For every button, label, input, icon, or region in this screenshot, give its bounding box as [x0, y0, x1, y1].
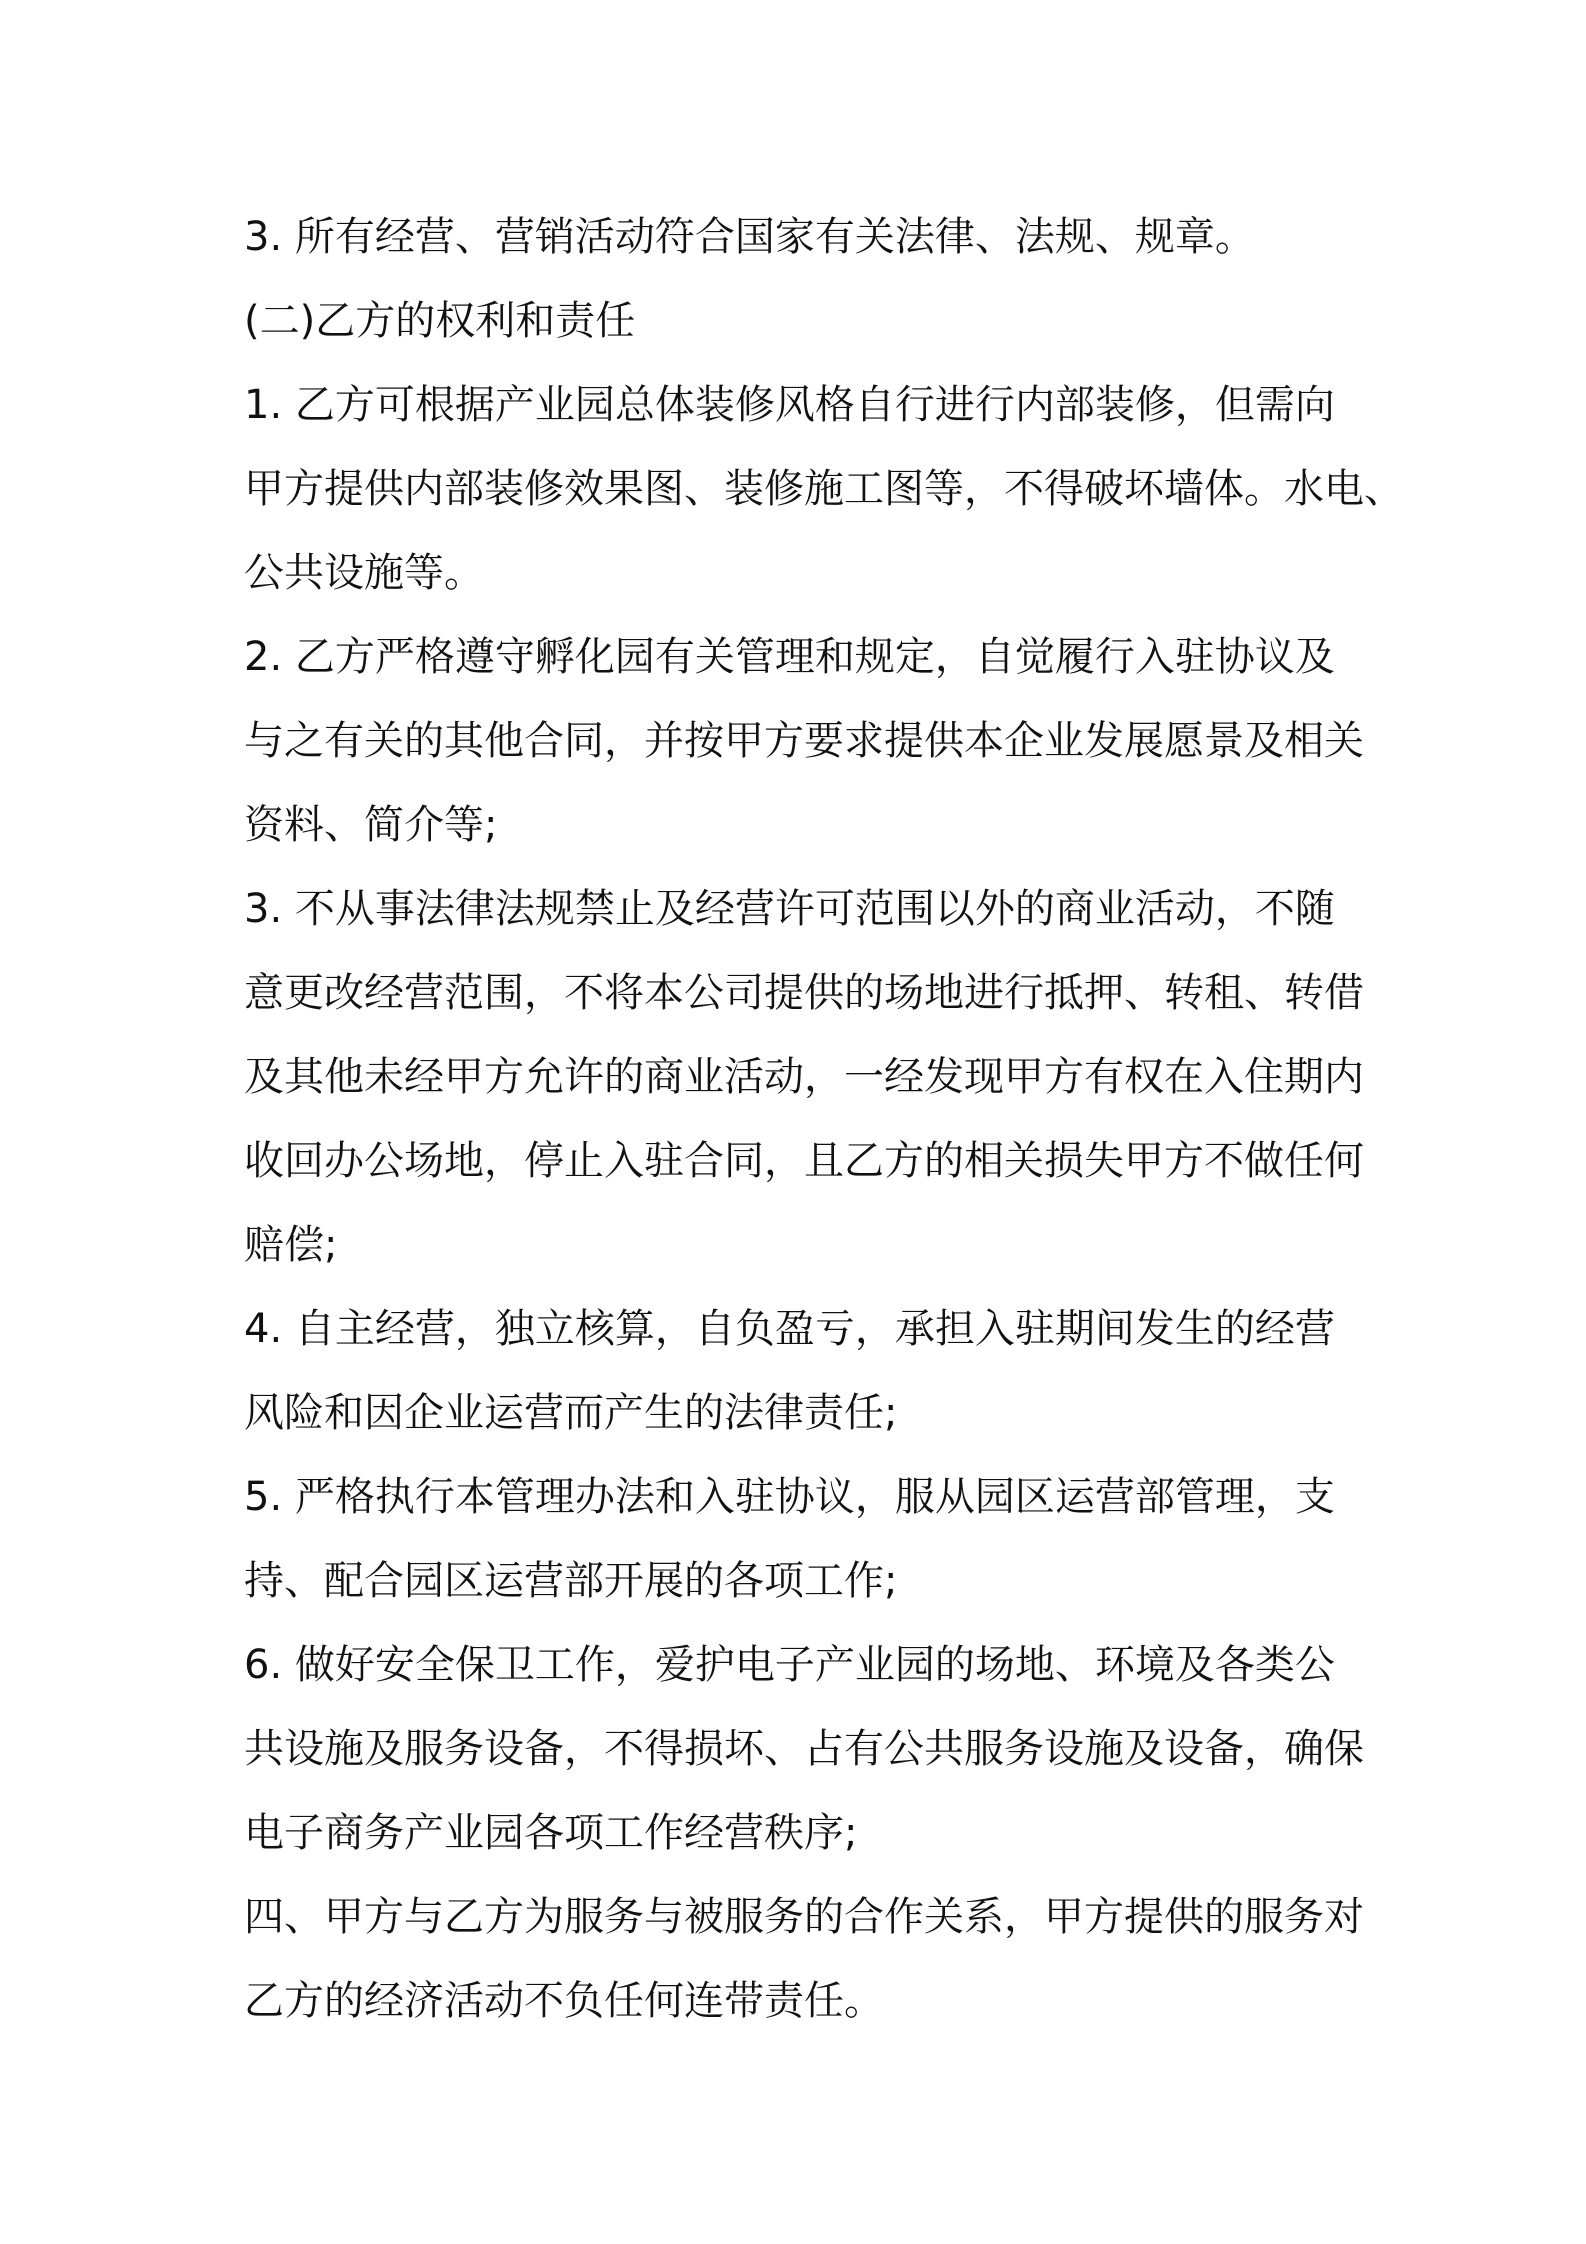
text-line: 3. 所有经营、营销活动符合国家有关法律、法规、规章。 — [244, 214, 1255, 260]
paragraph-item-6-safety — [244, 1623, 1364, 1875]
text-line: 4. 自主经营，独立核算，自负盈亏，承担入驻期间发生的经营 — [244, 1306, 1335, 1352]
text-line: 及其他未经甲方允许的商业活动，一经发现甲方有权在入住期内 — [244, 1054, 1364, 1100]
text-line: 3. 不从事法律法规禁止及经营许可范围以外的商业活动，不随 — [244, 886, 1335, 932]
text-line: 6. 做好安全保卫工作，爱护电子产业园的场地、环境及各类公 — [244, 1642, 1335, 1688]
text-line: 与之有关的其他合同，并按甲方要求提供本企业发展愿景及相关 — [244, 718, 1364, 764]
text-line: 乙方的经济活动不负任何连带责任。 — [244, 1978, 884, 2024]
text-line: 2. 乙方严格遵守孵化园有关管理和规定，自觉履行入驻协议及 — [244, 634, 1335, 680]
text-line: 风险和因企业运营而产生的法律责任; — [244, 1390, 898, 1436]
paragraph-item-4-independent — [244, 1287, 1354, 1455]
text-line: 持、配合园区运营部开展的各项工作; — [244, 1558, 898, 1604]
text-line: 收回办公场地，停止入驻合同，且乙方的相关损失甲方不做任何 — [244, 1138, 1364, 1184]
text-line: 电子商务产业园各项工作经营秩序; — [244, 1810, 858, 1856]
paragraph-item-3-prohibited — [244, 867, 1364, 1287]
section-heading-party-b-rights — [244, 279, 1354, 363]
text-line: 公共设施等。 — [244, 550, 484, 596]
text-line: 资料、简介等; — [244, 802, 498, 848]
text-line: 甲方提供内部装修效果图、装修施工图等，不得破坏墙体。水电、 — [244, 466, 1404, 512]
document-page — [244, 195, 1404, 2043]
paragraph-item-2-compliance — [244, 615, 1364, 867]
text-line: 共设施及服务设备，不得损坏、占有公共服务设施及设备，确保 — [244, 1726, 1364, 1772]
paragraph-item-3-marketing — [244, 195, 1354, 279]
paragraph-item-1-decoration — [244, 363, 1404, 615]
text-line: (二)乙方的权利和责任 — [244, 298, 636, 344]
paragraph-item-5-management — [244, 1455, 1354, 1623]
text-line: 5. 严格执行本管理办法和入驻协议，服从园区运营部管理，支 — [244, 1474, 1335, 1520]
text-line: 赔偿; — [244, 1222, 338, 1268]
text-line: 四、甲方与乙方为服务与被服务的合作关系，甲方提供的服务对 — [244, 1894, 1364, 1940]
paragraph-section-4-relationship — [244, 1875, 1364, 2043]
text-line: 1. 乙方可根据产业园总体装修风格自行进行内部装修，但需向 — [244, 382, 1335, 428]
text-line: 意更改经营范围，不将本公司提供的场地进行抵押、转租、转借 — [244, 970, 1364, 1016]
